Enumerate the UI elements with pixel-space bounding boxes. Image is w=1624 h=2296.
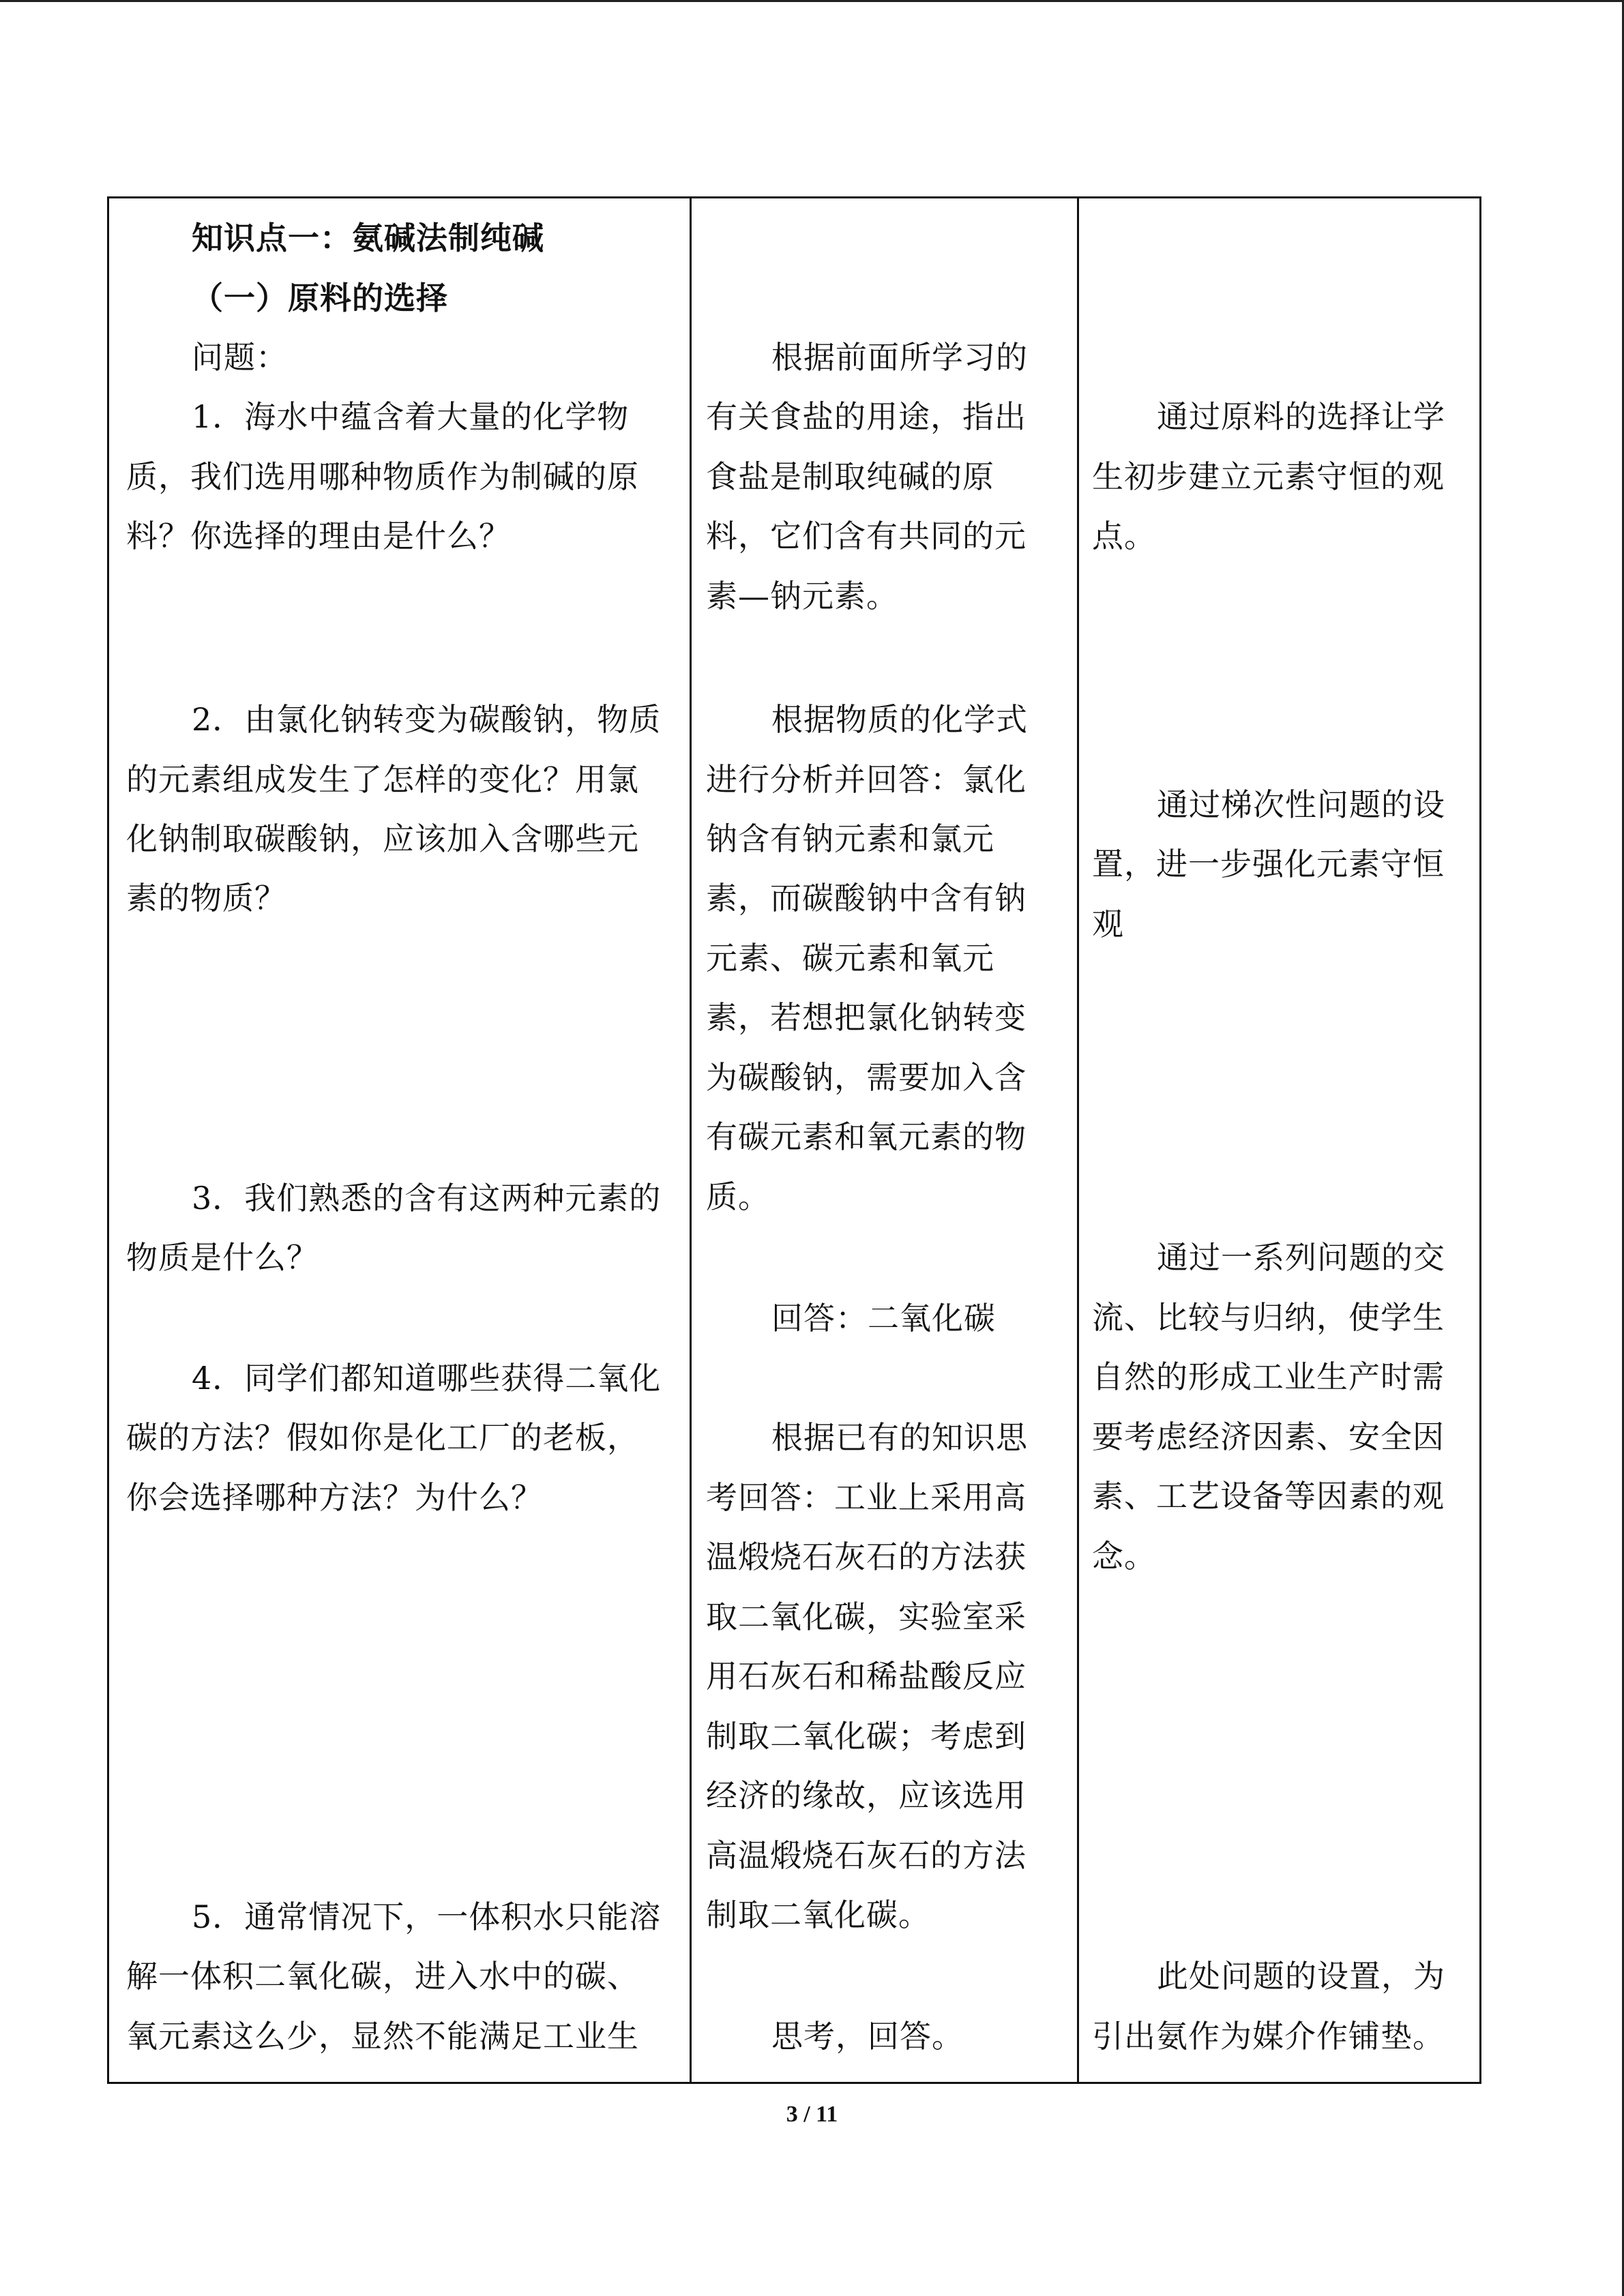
answer-line: 有碳元素和氧元素的物 [706, 1118, 1027, 1155]
answer-line: 思考，回答。 [771, 2018, 964, 2055]
intent-line: 通过梯次性问题的设 [1157, 786, 1445, 823]
page-border-top [0, 0, 1624, 2]
answer-line: 高温煅烧石灰石的方法 [706, 1837, 1027, 1874]
question-line: 3．我们熟悉的含有这两种元素的 [192, 1180, 662, 1217]
answer-line: 为碳酸钠，需要加入含 [706, 1059, 1027, 1096]
answer-line: 经济的缘故，应该选用 [706, 1777, 1027, 1814]
question-line: 碳的方法？假如你是化工厂的老板， [126, 1419, 639, 1456]
intent-line: 素、工艺设备等因素的观 [1092, 1478, 1445, 1515]
answer-line: 取二氧化碳，实验室采 [706, 1598, 1027, 1635]
question-line: 5．通常情况下，一体积水只能溶 [192, 1898, 662, 1935]
answer-line: 元素、碳元素和氧元 [706, 940, 994, 976]
intent-line: 通过一系列问题的交 [1157, 1239, 1445, 1276]
answer-line: 进行分析并回答：氯化 [706, 761, 1027, 798]
intent-line: 自然的形成工业生产时需 [1092, 1358, 1445, 1395]
intent-line: 要考虑经济因素、安全因 [1092, 1418, 1445, 1455]
answer-line: 考回答：工业上采用高 [706, 1479, 1027, 1516]
page-number: 3 / 11 [786, 2102, 838, 2127]
answer-line: 质。 [706, 1178, 770, 1215]
question-line: 2．由氯化钠转变为碳酸钠，物质 [192, 701, 662, 738]
answer-line: 食盐是制取纯碱的原 [706, 458, 994, 495]
question-line: 的元素组成发生了怎样的变化？用氯 [126, 761, 639, 798]
answer-line: 素—钠元素。 [706, 578, 898, 614]
lesson-table [107, 196, 1481, 2084]
intent-line: 此处问题的设置，为 [1157, 1958, 1445, 1995]
intent-line: 流、比较与归纳，使学生 [1092, 1299, 1445, 1336]
intent-line: 引出氨作为媒介作铺垫。 [1092, 2018, 1445, 2055]
answer-line: 温煅烧石灰石的方法获 [706, 1538, 1027, 1575]
answer-line: 制取二氧化碳；考虑到 [706, 1718, 1027, 1755]
section-heading: 知识点一：氨碱法制纯碱 [192, 220, 544, 256]
answer-line: 有关食盐的用途，指出 [706, 398, 1027, 435]
column-divider [1077, 198, 1079, 2082]
answer-line: 素，若想把氯化钠转变 [706, 999, 1027, 1036]
answer-line: 钠含有钠元素和氯元 [706, 820, 994, 857]
intent-line: 生初步建立元素守恒的观 [1092, 458, 1445, 495]
answer-line: 根据物质的化学式 [771, 701, 1028, 738]
intent-line: 观 [1092, 906, 1124, 942]
question-line: 素的物质？ [126, 880, 286, 916]
question-line: 解一体积二氧化碳，进入水中的碳、 [126, 1958, 639, 1995]
column-divider [690, 198, 692, 2082]
intent-line: 念。 [1092, 1538, 1156, 1575]
answer-line: 根据前面所学习的 [771, 339, 1028, 376]
intent-line: 通过原料的选择让学 [1157, 398, 1445, 435]
question-line: 1．海水中蕴含着大量的化学物 [192, 398, 630, 435]
answer-line: 回答：二氧化碳 [771, 1300, 996, 1337]
question-line: 你会选择哪种方法？为什么？ [126, 1479, 543, 1516]
answer-line: 料，它们含有共同的元 [706, 518, 1027, 554]
answer-line: 根据已有的知识思 [771, 1419, 1028, 1456]
answer-line: 素，而碳酸钠中含有钠 [706, 880, 1027, 916]
answer-line: 制取二氧化碳。 [706, 1896, 930, 1933]
question-line: 料？你选择的理由是什么？ [126, 518, 511, 554]
question-line: 氧元素这么少，显然不能满足工业生 [126, 2018, 639, 2055]
answer-line: 用石灰石和稀盐酸反应 [706, 1658, 1027, 1695]
question-label: 问题： [192, 339, 288, 376]
intent-line: 置，进一步强化元素守恒 [1092, 846, 1445, 882]
question-line: 物质是什么？ [126, 1239, 319, 1276]
section-subheading: （一）原料的选择 [192, 280, 448, 316]
question-line: 质，我们选用哪种物质作为制碱的原 [126, 458, 639, 495]
intent-line: 点。 [1092, 518, 1156, 554]
question-line: 化钠制取碳酸钠，应该加入含哪些元 [126, 820, 639, 857]
question-line: 4．同学们都知道哪些获得二氧化 [192, 1360, 662, 1397]
